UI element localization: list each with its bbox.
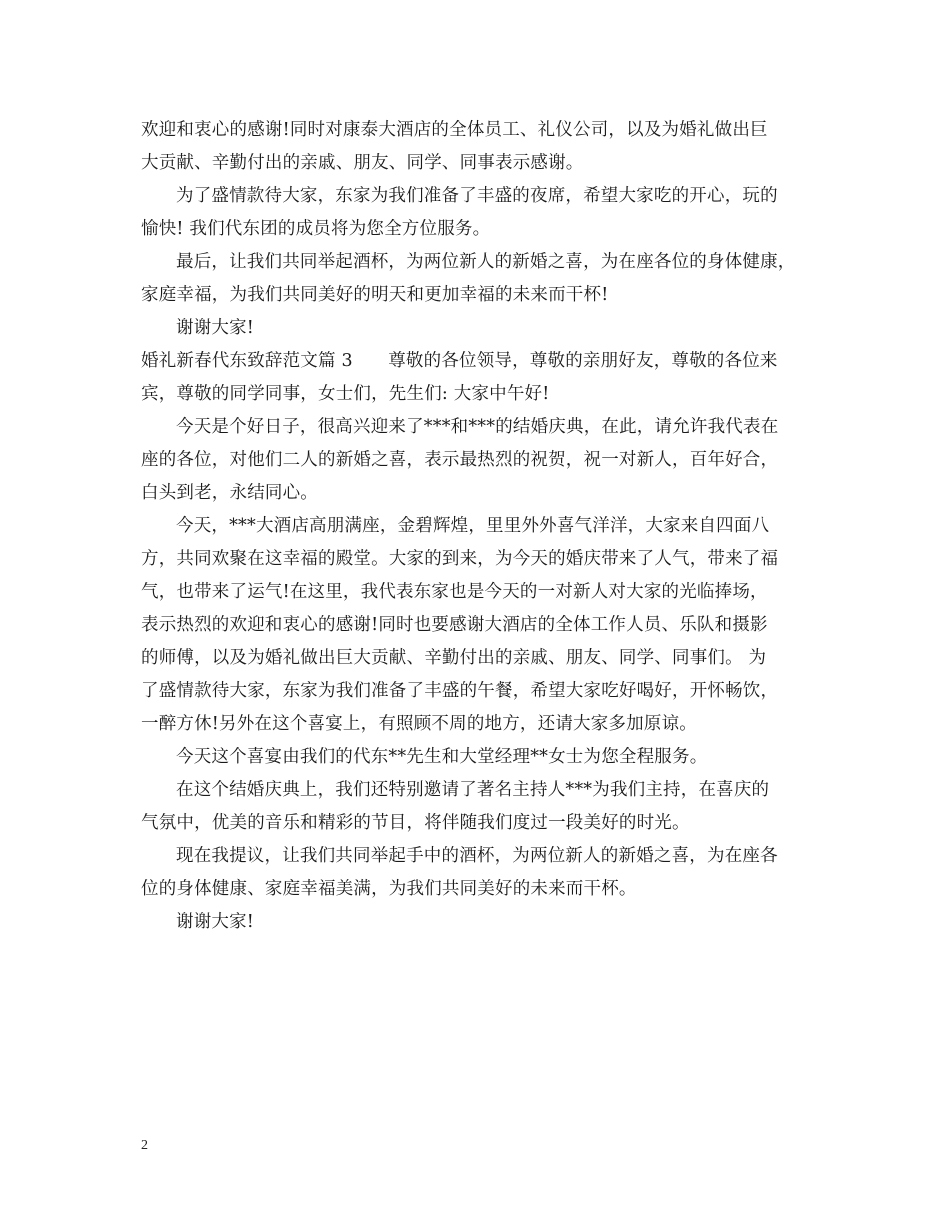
text-line: 在这个结婚庆典上，我们还特别邀请了著名主持人***为我们主持，在喜庆的 [176,780,770,800]
text-line: 欢迎和衷心的感谢!同时对康泰大酒店的全体员工、礼仪公司，以及为婚礼做出巨 [141,120,768,140]
text-line: 方，共同欢聚在这幸福的殿堂。大家的到来，为今天的婚庆带来了人气，带来了福 [141,549,779,569]
text-line: 了盛情款待大家，东家为我们准备了丰盛的午餐，希望大家吃好喝好，开怀畅饮， [141,681,779,701]
text-line: 的师傅，以及为婚礼做出巨大贡献、辛勤付出的亲戚、朋友、同学、同事们。 为 [141,648,767,668]
text-line: 谢谢大家! [176,318,255,338]
text-line: 气，也带来了运气!在这里，我代表东家也是今天的一对新人对大家的光临捧场， [141,582,768,602]
text-line: 今天是个好日子，很高兴迎来了***和***的结婚庆典，在此，请允许我代表在 [176,417,779,437]
text-line: 最后，让我们共同举起酒杯，为两位新人的新婚之喜，为在座各位的身体健康， [176,252,796,272]
text-line: 谢谢大家! [176,912,255,932]
text-line: 今天这个喜宴由我们的代东**先生和大堂经理**女士为您全程服务。 [176,747,708,767]
text-line: 现在我提议，让我们共同举起手中的酒杯，为两位新人的新婚之喜，为在座各 [176,846,778,866]
page-number: 2 [141,1138,148,1153]
text-line: 大贡献、辛勤付出的亲戚、朋友、同学、同事表示感谢。 [141,153,584,173]
text-line: 愉快! 我们代东团的成员将为您全方位服务。 [141,219,491,239]
section-heading-line: 婚礼新春代东致辞范文篇 3 尊敬的各位领导，尊敬的亲朋好友，尊敬的各位来 [141,351,778,371]
document-body [141,114,841,939]
text-line: 今天，***大酒店高朋满座，金碧辉煌，里里外外喜气洋洋，大家来自四面八 [176,516,770,536]
text-line: 宾，尊敬的同学同事，女士们，先生们: 大家中午好! [141,384,550,404]
text-line: 一醉方休!另外在这个喜宴上，有照顾不周的地方，还请大家多加原谅。 [141,714,697,734]
text-line: 为了盛情款待大家，东家为我们准备了丰盛的夜席，希望大家吃的开心，玩的 [176,186,778,206]
text-line: 位的身体健康、家庭幸福美满，为我们共同美好的未来而干杯。 [141,879,637,899]
text-line: 表示热烈的欢迎和衷心的感谢!同时也要感谢大酒店的全体工作人员、乐队和摄影 [141,615,768,635]
text-line: 座的各位，对他们二人的新婚之喜，表示最热烈的祝贺，祝一对新人，百年好合， [141,450,779,470]
text-line: 气氛中，优美的音乐和精彩的节目，将伴随我们度过一段美好的时光。 [141,813,690,833]
text-line: 白头到老，永结同心。 [141,483,318,503]
text-line: 家庭幸福，为我们共同美好的明天和更加幸福的未来而干杯! [141,285,609,305]
